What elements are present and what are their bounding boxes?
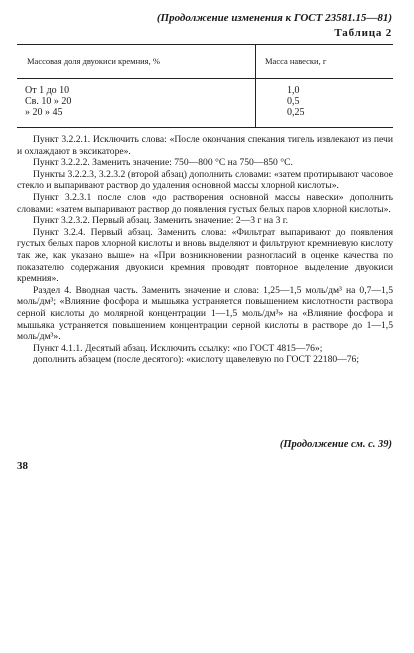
- table-cell-range: От 1 до 10: [25, 85, 70, 96]
- table-caption: Таблица 2: [334, 27, 392, 39]
- table-header-rule: [17, 78, 393, 79]
- table-top-rule: [17, 44, 393, 45]
- table-cell-range: » 20 » 45: [25, 107, 63, 118]
- page-number: 38: [17, 460, 28, 472]
- body-text: [17, 134, 393, 366]
- table-bottom-rule: [17, 127, 393, 128]
- mass-table: [17, 44, 393, 127]
- table-cell-mass: 0,5: [287, 96, 300, 107]
- table-header-silica: Массовая доля двуокиси кремния, %: [27, 56, 160, 66]
- continuation-footer: (Продолжение см. с. 39): [279, 439, 392, 450]
- table-column-divider: [255, 44, 256, 127]
- table-cell-mass: 0,25: [287, 107, 305, 118]
- paragraph: Пункт 4.1.1. Десятый абзац. Исключить ссылку: «по ГОСТ 4815—76»;: [33, 342, 323, 354]
- paragraph: Пункт 3.2.2.1. Исключить слова: «После окончания спекания тигель извлекают из печи и охлаждают в эксикаторе».: [17, 134, 393, 157]
- continuation-header: (Продолжение изменения к ГОСТ 23581.15—81): [156, 12, 392, 24]
- paragraph: Пункты 3.2.2.3, 3.2.3.2 (второй абзац) дополнить словами: «затем протирывают часовое стекло и выпаривают раствор до удаления основной массы хлорной кислоты».: [17, 168, 393, 192]
- paragraph: Пункт 3.2.3.1 после слов «до растворения основной массы навески» дополнить словами: «затем выпаривают раствор до появления густых белых паров хлорной кислоты».: [17, 191, 393, 215]
- paragraph: Пункт 3.2.2.2. Заменить значение: 750—800 °С на 750—850 °С.: [33, 157, 293, 169]
- table-cell-mass: 1,0: [287, 85, 300, 96]
- table-header-mass: Масса навески, г: [265, 56, 327, 66]
- paragraph: Раздел 4. Вводная часть. Заменить значение и слова: 1,25—1,5 моль/дм³ на 0,7—1,5 моль/дм³; «Влияние фосфора и мышьяка устраняется повышением кислотности раствора серной кислоты до молярной концентрации 1—1,5 моль/дм³» на «Влияние фосфора и мышьяка устраняется повышением концентрации серной кислоты в растворе до 1—1,5 моль/дм³».: [17, 284, 393, 343]
- paragraph: Пункт 3.2.4. Первый абзац. Заменить слова: «Фильтрат выпаривают до появления густых белых паров хлорной кислоты и вновь выделяют и фильтруют кремниевую кислоту так же, как указано выше» на «При возникновении разногласий в оценке качества по показателю содержания двуокиси кремния проводят повторное выделение двуокиси кремния».: [17, 226, 393, 285]
- paragraph: дополнить абзацем (после десятого): «кислоту щавелевую по ГОСТ 22180—76;: [33, 354, 360, 366]
- paragraph: Пункт 3.2.3.2. Первый абзац. Заменить значение: 2—3 г на 3 г.: [33, 215, 289, 227]
- table-cell-range: Св. 10 » 20: [25, 96, 72, 107]
